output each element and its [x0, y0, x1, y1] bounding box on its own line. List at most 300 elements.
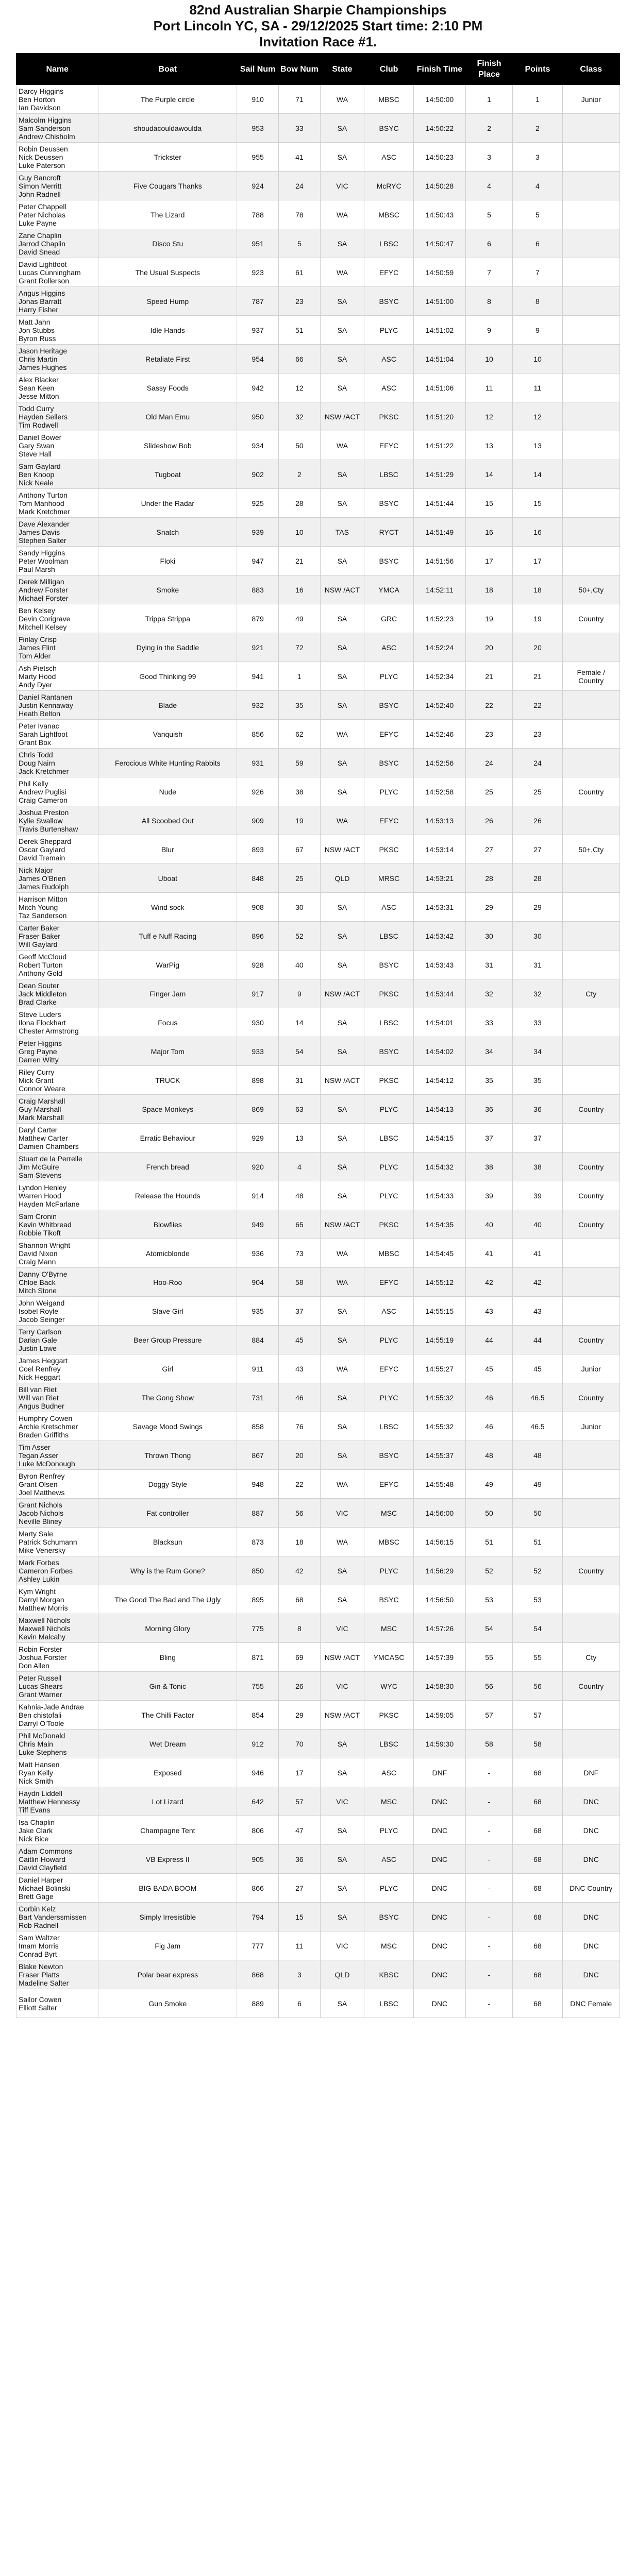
- boat-cell: Wind sock: [98, 893, 237, 922]
- state-cell: SA: [320, 1008, 364, 1037]
- crew-name: Ben Knoop: [19, 470, 55, 479]
- sail-num-cell: 953: [237, 114, 279, 143]
- crew-name: Andrew Chisholm: [19, 132, 75, 141]
- sail-num-cell: 931: [237, 749, 279, 777]
- club-cell: McRYC: [364, 172, 414, 200]
- crew-names-cell: [16, 864, 98, 893]
- club-cell: MBSC: [364, 200, 414, 229]
- crew-name: Will van Riet: [19, 1393, 59, 1402]
- crew-names-cell: [16, 1470, 98, 1499]
- bow-num-cell: 32: [279, 402, 321, 431]
- crew-name: Matt Hansen: [19, 1760, 60, 1769]
- bow-num-cell: 72: [279, 633, 321, 662]
- sail-num-cell: 929: [237, 1124, 279, 1153]
- crew-name: Luke Payne: [19, 218, 57, 227]
- table-row: [16, 951, 620, 979]
- finish-place-cell: 30: [465, 922, 513, 951]
- club-cell: BSYC: [364, 749, 414, 777]
- crew-name: Sam Sanderson: [19, 124, 71, 132]
- bow-num-cell: 23: [279, 287, 321, 316]
- club-cell: ASC: [364, 1845, 414, 1874]
- crew-name: Derek Milligan: [19, 577, 64, 586]
- crew-name: Matt Jahn: [19, 317, 51, 326]
- crew-name: Darryl O'Toole: [19, 1719, 64, 1727]
- sail-num-cell: 911: [237, 1354, 279, 1383]
- club-cell: PLYC: [364, 1095, 414, 1124]
- crew-name: Phil Kelly: [19, 779, 48, 788]
- crew-names-cell: [16, 1931, 98, 1960]
- crew-name: Chester Armstrong: [19, 1026, 79, 1035]
- finish-time-cell: 14:50:43: [414, 200, 465, 229]
- finish-time-cell: 14:53:21: [414, 864, 465, 893]
- crew-name: Jake Clark: [19, 1826, 53, 1835]
- sail-num-cell: 869: [237, 1095, 279, 1124]
- club-cell: PKSC: [364, 1066, 414, 1095]
- crew-name: Nick Neale: [19, 478, 54, 487]
- boat-cell: Old Man Emu: [98, 402, 237, 431]
- crew-name: Kym Wright: [19, 1587, 56, 1596]
- boat-cell: WarPig: [98, 951, 237, 979]
- finish-place-cell: 16: [465, 518, 513, 547]
- boat-cell: Trickster: [98, 143, 237, 172]
- class-cell: [562, 1614, 620, 1643]
- state-cell: SA: [320, 287, 364, 316]
- boat-cell: The Usual Suspects: [98, 258, 237, 287]
- crew-name: Jacob Seinger: [19, 1315, 65, 1324]
- state-cell: SA: [320, 662, 364, 691]
- finish-time-cell: 14:52:56: [414, 749, 465, 777]
- crew-name: Ilona Flockhart: [19, 1018, 66, 1027]
- club-cell: MBSC: [364, 1528, 414, 1556]
- crew-name: Geoff McCloud: [19, 952, 67, 961]
- boat-cell: Fig Jam: [98, 1931, 237, 1960]
- finish-time-cell: DNC: [414, 1787, 465, 1816]
- state-cell: SA: [320, 460, 364, 489]
- class-cell: [562, 316, 620, 345]
- sail-num-cell: 917: [237, 979, 279, 1008]
- crew-name: Sean Keen: [19, 383, 55, 392]
- bow-num-cell: 33: [279, 114, 321, 143]
- club-cell: MSC: [364, 1931, 414, 1960]
- finish-place-cell: 3: [465, 143, 513, 172]
- club-cell: EFYC: [364, 431, 414, 460]
- points-cell: 68: [513, 1989, 562, 2018]
- col-header-club: Club: [364, 54, 414, 85]
- bow-num-cell: 27: [279, 1874, 321, 1903]
- finish-time-cell: 14:51:02: [414, 316, 465, 345]
- crew-name: Mark Forbes: [19, 1558, 59, 1567]
- crew-name: Kevin Whitbread: [19, 1220, 72, 1229]
- state-cell: VIC: [320, 1931, 364, 1960]
- crew-names-cell: [16, 460, 98, 489]
- crew-names-cell: [16, 172, 98, 200]
- bow-num-cell: 5: [279, 229, 321, 258]
- crew-names-cell: [16, 806, 98, 835]
- finish-time-cell: 14:54:45: [414, 1239, 465, 1268]
- crew-name: Justin Kennaway: [19, 701, 73, 709]
- crew-name: Heath Belton: [19, 709, 60, 718]
- crew-names-cell: [16, 114, 98, 143]
- crew-name: Craig Mann: [19, 1257, 56, 1266]
- crew-names-cell: [16, 1326, 98, 1354]
- finish-time-cell: 14:51:04: [414, 345, 465, 374]
- finish-place-cell: 20: [465, 633, 513, 662]
- crew-names-cell: [16, 1585, 98, 1614]
- crew-name: David Snead: [19, 247, 60, 256]
- crew-name: Haydn Liddell: [19, 1789, 62, 1798]
- crew-name: Nick Smith: [19, 1776, 53, 1785]
- points-cell: 13: [513, 431, 562, 460]
- points-cell: 29: [513, 893, 562, 922]
- crew-name: James Rudolph: [19, 882, 69, 891]
- state-cell: NSW /ACT: [320, 835, 364, 864]
- bow-num-cell: 47: [279, 1816, 321, 1845]
- crew-name: Peter Russell: [19, 1673, 62, 1682]
- class-cell: Country: [562, 1672, 620, 1701]
- finish-place-cell: 52: [465, 1556, 513, 1585]
- club-cell: GRC: [364, 604, 414, 633]
- finish-place-cell: 26: [465, 806, 513, 835]
- crew-name: Harry Fisher: [19, 305, 59, 314]
- sail-num-cell: 923: [237, 258, 279, 287]
- crew-name: Damien Chambers: [19, 1142, 79, 1150]
- club-cell: MBSC: [364, 85, 414, 114]
- finish-place-cell: 8: [465, 287, 513, 316]
- club-cell: PKSC: [364, 1701, 414, 1730]
- finish-place-cell: 7: [465, 258, 513, 287]
- state-cell: SA: [320, 374, 364, 402]
- club-cell: PLYC: [364, 316, 414, 345]
- crew-names-cell: [16, 691, 98, 720]
- class-cell: [562, 633, 620, 662]
- crew-name: Bart Vanderssmissen: [19, 1912, 87, 1921]
- boat-cell: BIG BADA BOOM: [98, 1874, 237, 1903]
- finish-place-cell: -: [465, 1787, 513, 1816]
- finish-time-cell: DNC: [414, 1989, 465, 2018]
- boat-cell: French bread: [98, 1153, 237, 1181]
- crew-name: Grant Warner: [19, 1690, 62, 1699]
- table-row: [16, 1585, 620, 1614]
- state-cell: SA: [320, 1845, 364, 1874]
- crew-name: Steve Luders: [19, 1010, 61, 1019]
- sail-num-cell: 871: [237, 1643, 279, 1672]
- table-row: [16, 258, 620, 287]
- crew-name: Mark Kretchmer: [19, 507, 70, 516]
- state-cell: WA: [320, 720, 364, 749]
- crew-name: Craig Marshall: [19, 1096, 65, 1105]
- crew-name: Corbin Kelz: [19, 1904, 56, 1913]
- finish-place-cell: 42: [465, 1268, 513, 1297]
- class-cell: [562, 431, 620, 460]
- bow-num-cell: 14: [279, 1008, 321, 1037]
- crew-names-cell: [16, 604, 98, 633]
- crew-name: Bill van Riet: [19, 1385, 57, 1394]
- finish-time-cell: 14:53:44: [414, 979, 465, 1008]
- finish-place-cell: 44: [465, 1326, 513, 1354]
- class-cell: Cty: [562, 979, 620, 1008]
- club-cell: EFYC: [364, 720, 414, 749]
- finish-time-cell: 14:52:24: [414, 633, 465, 662]
- class-cell: [562, 749, 620, 777]
- club-cell: EFYC: [364, 1268, 414, 1297]
- crew-name: Braden Griffiths: [19, 1430, 69, 1439]
- boat-cell: Snatch: [98, 518, 237, 547]
- table-row: [16, 1556, 620, 1585]
- state-cell: SA: [320, 1556, 364, 1585]
- crew-name: Darryl Morgan: [19, 1595, 64, 1604]
- crew-names-cell: [16, 1989, 98, 2018]
- points-cell: 23: [513, 720, 562, 749]
- sail-num-cell: 924: [237, 172, 279, 200]
- crew-name: Michael Bolinski: [19, 1884, 71, 1892]
- finish-place-cell: -: [465, 1903, 513, 1931]
- crew-name: Tim Asser: [19, 1443, 51, 1451]
- club-cell: LBSC: [364, 460, 414, 489]
- crew-name: Joshua Forster: [19, 1653, 67, 1662]
- class-cell: Country: [562, 1326, 620, 1354]
- finish-place-cell: -: [465, 1874, 513, 1903]
- class-cell: Country: [562, 1210, 620, 1239]
- crew-name: Sam Waltzer: [19, 1933, 60, 1942]
- finish-time-cell: 14:50:28: [414, 172, 465, 200]
- finish-place-cell: 14: [465, 460, 513, 489]
- crew-names-cell: [16, 1268, 98, 1297]
- crew-name: Darcy Higgins: [19, 87, 64, 95]
- sail-num-cell: 893: [237, 835, 279, 864]
- state-cell: NSW /ACT: [320, 979, 364, 1008]
- club-cell: BSYC: [364, 1441, 414, 1470]
- boat-cell: Atomicblonde: [98, 1239, 237, 1268]
- finish-time-cell: 14:53:43: [414, 951, 465, 979]
- crew-name: Nick Major: [19, 866, 53, 874]
- bow-num-cell: 6: [279, 1989, 321, 2018]
- boat-cell: Slideshow Bob: [98, 431, 237, 460]
- club-cell: MSC: [364, 1499, 414, 1528]
- state-cell: SA: [320, 1412, 364, 1441]
- state-cell: SA: [320, 749, 364, 777]
- bow-num-cell: 21: [279, 547, 321, 575]
- sail-num-cell: 788: [237, 200, 279, 229]
- finish-place-cell: 53: [465, 1585, 513, 1614]
- crew-names-cell: [16, 1354, 98, 1383]
- points-cell: 16: [513, 518, 562, 547]
- state-cell: SA: [320, 316, 364, 345]
- finish-time-cell: DNC: [414, 1874, 465, 1903]
- boat-cell: Release the Hounds: [98, 1181, 237, 1210]
- table-row: [16, 979, 620, 1008]
- class-cell: [562, 143, 620, 172]
- boat-cell: Blur: [98, 835, 237, 864]
- state-cell: NSW /ACT: [320, 1701, 364, 1730]
- sail-num-cell: 856: [237, 720, 279, 749]
- crew-name: Rob Radnell: [19, 1921, 59, 1929]
- points-cell: 4: [513, 172, 562, 200]
- sail-num-cell: 936: [237, 1239, 279, 1268]
- state-cell: NSW /ACT: [320, 1210, 364, 1239]
- points-cell: 30: [513, 922, 562, 951]
- crew-name: Oscar Gaylard: [19, 845, 65, 854]
- points-cell: 46.5: [513, 1412, 562, 1441]
- results-table: [16, 53, 620, 2018]
- crew-names-cell: [16, 229, 98, 258]
- club-cell: YMCA: [364, 575, 414, 604]
- crew-name: Nick Deussen: [19, 152, 63, 161]
- sail-num-cell: 642: [237, 1787, 279, 1816]
- finish-time-cell: 14:50:22: [414, 114, 465, 143]
- bow-num-cell: 12: [279, 374, 321, 402]
- crew-name: Travis Burtenshaw: [19, 824, 78, 833]
- boat-cell: Fat controller: [98, 1499, 237, 1528]
- points-cell: 1: [513, 85, 562, 114]
- crew-name: Nick Bice: [19, 1834, 49, 1843]
- finish-time-cell: 14:51:56: [414, 547, 465, 575]
- class-cell: [562, 951, 620, 979]
- crew-name: Ian Davidson: [19, 103, 61, 112]
- state-cell: SA: [320, 1153, 364, 1181]
- finish-place-cell: 48: [465, 1441, 513, 1470]
- state-cell: SA: [320, 547, 364, 575]
- crew-name: Danny O'Byrne: [19, 1269, 68, 1278]
- finish-time-cell: 14:54:02: [414, 1037, 465, 1066]
- class-cell: Country: [562, 1153, 620, 1181]
- crew-names-cell: [16, 1124, 98, 1153]
- points-cell: 22: [513, 691, 562, 720]
- crew-name: Devin Corigrave: [19, 614, 71, 623]
- table-row: [16, 1816, 620, 1845]
- points-cell: 14: [513, 460, 562, 489]
- crew-names-cell: [16, 1383, 98, 1412]
- finish-place-cell: 4: [465, 172, 513, 200]
- boat-cell: Space Monkeys: [98, 1095, 237, 1124]
- boat-cell: The Purple circle: [98, 85, 237, 114]
- class-cell: [562, 1066, 620, 1095]
- points-cell: 17: [513, 547, 562, 575]
- crew-name: Maxwell Nichols: [19, 1624, 71, 1633]
- sail-num-cell: 946: [237, 1758, 279, 1787]
- finish-place-cell: 6: [465, 229, 513, 258]
- crew-name: Imam Morris: [19, 1941, 59, 1950]
- points-cell: 37: [513, 1124, 562, 1153]
- crew-name: Jack Middleton: [19, 989, 67, 998]
- finish-place-cell: 9: [465, 316, 513, 345]
- finish-place-cell: 19: [465, 604, 513, 633]
- crew-name: Phil McDonald: [19, 1731, 65, 1740]
- state-cell: SA: [320, 1758, 364, 1787]
- finish-time-cell: 14:52:23: [414, 604, 465, 633]
- crew-name: Todd Curry: [19, 404, 54, 413]
- sail-num-cell: 858: [237, 1412, 279, 1441]
- class-cell: [562, 229, 620, 258]
- sail-num-cell: 755: [237, 1672, 279, 1701]
- crew-name: Guy Bancroft: [19, 173, 61, 182]
- crew-name: Ash Pietsch: [19, 664, 57, 672]
- bow-num-cell: 9: [279, 979, 321, 1008]
- finish-place-cell: 39: [465, 1181, 513, 1210]
- crew-name: Brett Gage: [19, 1892, 54, 1901]
- class-cell: DNC: [562, 1931, 620, 1960]
- crew-names-cell: [16, 1528, 98, 1556]
- finish-time-cell: 14:51:29: [414, 460, 465, 489]
- boat-cell: Erratic Behaviour: [98, 1124, 237, 1153]
- state-cell: SA: [320, 1874, 364, 1903]
- finish-place-cell: 25: [465, 777, 513, 806]
- class-cell: Country: [562, 604, 620, 633]
- class-cell: [562, 345, 620, 374]
- finish-place-cell: -: [465, 1931, 513, 1960]
- club-cell: MSC: [364, 1787, 414, 1816]
- state-cell: SA: [320, 1037, 364, 1066]
- crew-name: Malcolm Higgins: [19, 115, 72, 124]
- boat-cell: Focus: [98, 1008, 237, 1037]
- finish-place-cell: 41: [465, 1239, 513, 1268]
- state-cell: WA: [320, 1470, 364, 1499]
- sail-num-cell: 896: [237, 922, 279, 951]
- points-cell: 34: [513, 1037, 562, 1066]
- crew-name: Justin Lowe: [19, 1344, 57, 1352]
- state-cell: NSW /ACT: [320, 575, 364, 604]
- crew-name: Patrick Schumann: [19, 1537, 77, 1546]
- finish-place-cell: 34: [465, 1037, 513, 1066]
- club-cell: PKSC: [364, 402, 414, 431]
- sail-num-cell: 937: [237, 316, 279, 345]
- boat-cell: Girl: [98, 1354, 237, 1383]
- crew-name: Anthony Gold: [19, 969, 62, 977]
- bow-num-cell: 11: [279, 1931, 321, 1960]
- crew-name: Mitch Stone: [19, 1286, 57, 1295]
- finish-time-cell: 14:54:01: [414, 1008, 465, 1037]
- table-row: [16, 85, 620, 114]
- finish-time-cell: 14:51:44: [414, 489, 465, 518]
- bow-num-cell: 36: [279, 1845, 321, 1874]
- finish-time-cell: 14:55:12: [414, 1268, 465, 1297]
- crew-name: Byron Renfrey: [19, 1471, 65, 1480]
- sail-num-cell: 775: [237, 1614, 279, 1643]
- crew-name: Chloe Back: [19, 1278, 56, 1286]
- crew-names-cell: [16, 402, 98, 431]
- finish-time-cell: 14:59:30: [414, 1730, 465, 1758]
- points-cell: 35: [513, 1066, 562, 1095]
- table-row: [16, 1499, 620, 1528]
- club-cell: EFYC: [364, 1470, 414, 1499]
- finish-place-cell: 29: [465, 893, 513, 922]
- sail-num-cell: 848: [237, 864, 279, 893]
- state-cell: SA: [320, 1297, 364, 1326]
- crew-name: Lucas Cunningham: [19, 268, 81, 277]
- crew-name: Taz Sanderson: [19, 911, 67, 920]
- state-cell: SA: [320, 1989, 364, 2018]
- bow-num-cell: 69: [279, 1643, 321, 1672]
- club-cell: BSYC: [364, 691, 414, 720]
- col-header-points: Points: [513, 54, 562, 85]
- crew-name: Blake Newton: [19, 1962, 63, 1971]
- table-row: [16, 143, 620, 172]
- class-cell: [562, 720, 620, 749]
- bow-num-cell: 58: [279, 1268, 321, 1297]
- boat-cell: Under the Radar: [98, 489, 237, 518]
- finish-time-cell: 14:50:59: [414, 258, 465, 287]
- crew-name: James O'Brien: [19, 874, 66, 883]
- table-row: [16, 1095, 620, 1124]
- club-cell: RYCT: [364, 518, 414, 547]
- table-row: [16, 1758, 620, 1787]
- crew-name: Cameron Forbes: [19, 1566, 73, 1575]
- finish-place-cell: 57: [465, 1701, 513, 1730]
- points-cell: 68: [513, 1960, 562, 1989]
- finish-time-cell: 14:54:35: [414, 1210, 465, 1239]
- finish-place-cell: -: [465, 1845, 513, 1874]
- finish-place-cell: -: [465, 1960, 513, 1989]
- state-cell: WA: [320, 200, 364, 229]
